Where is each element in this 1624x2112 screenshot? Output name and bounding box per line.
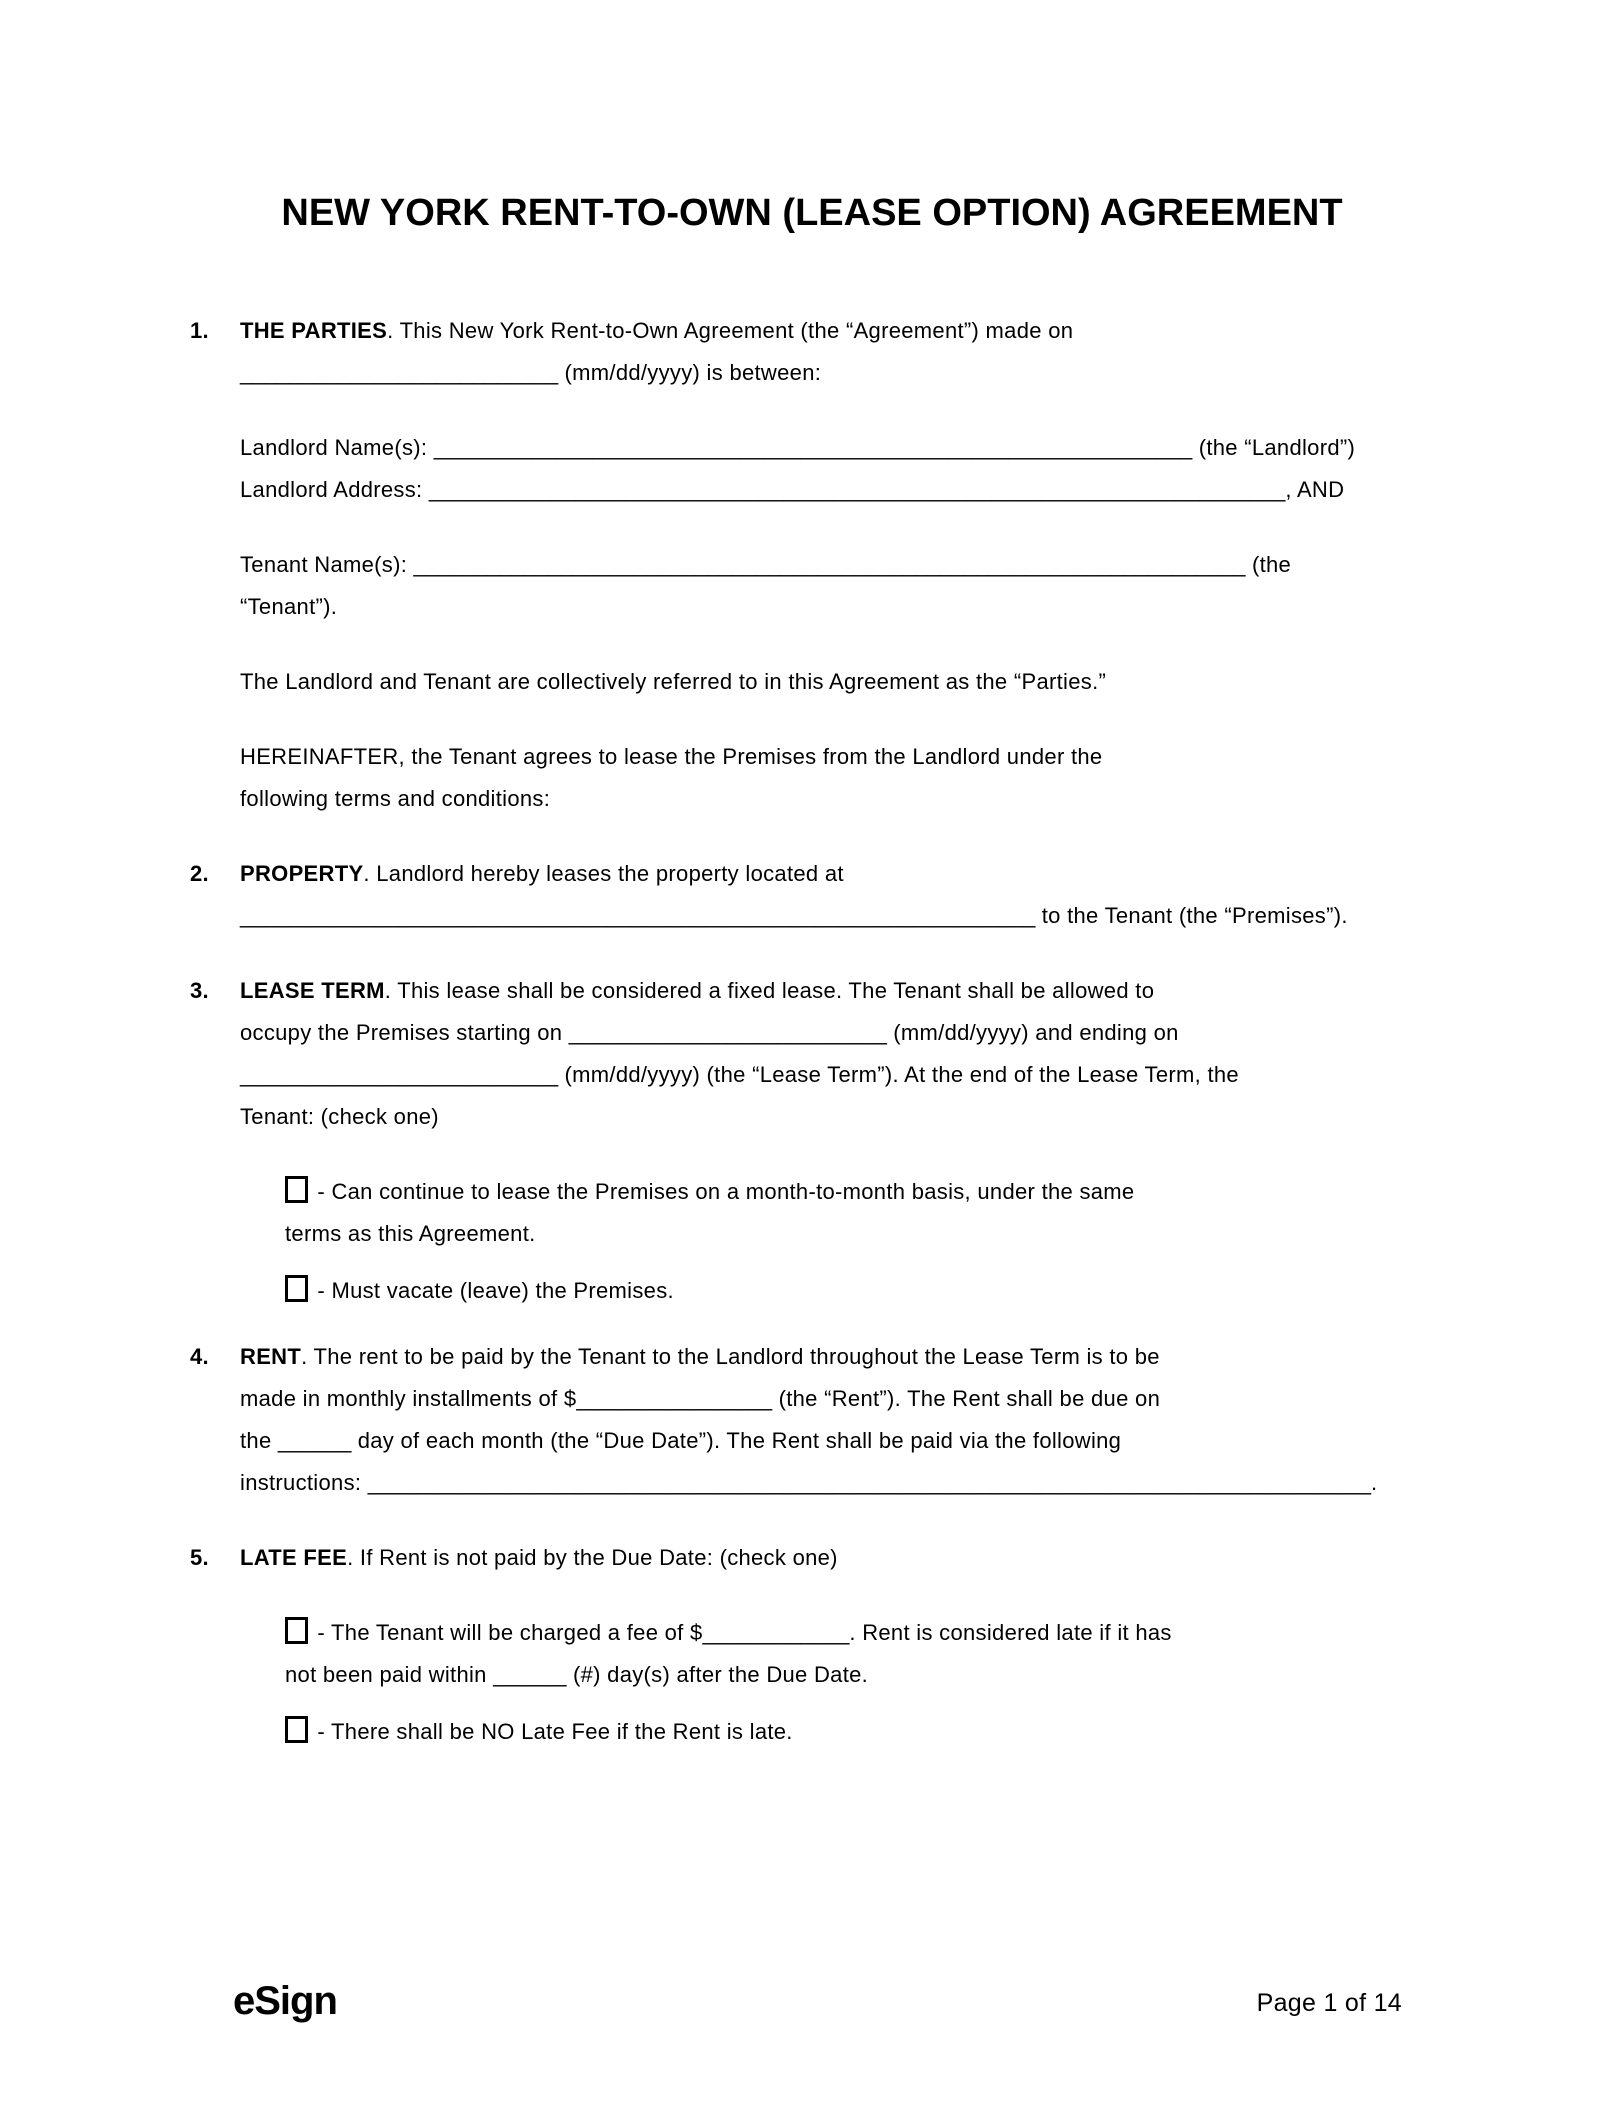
- text-run: . This New York Rent-to-Own Agreement (the “Agreement”) made on: [387, 318, 1074, 343]
- text-line: [240, 544, 1440, 586]
- text-run: (mm/dd/yyyy) (the “Lease Term”). At the end of the Lease Term, the: [558, 1062, 1239, 1087]
- bold-text: THE PARTIES: [240, 318, 388, 343]
- section-number: 1.: [190, 318, 209, 343]
- text-run: (the “Rent”). The Rent shall be due on: [772, 1386, 1161, 1411]
- text-run: (mm/dd/yyyy) is between:: [558, 360, 822, 385]
- section-text: [240, 970, 1440, 1138]
- text-run: (mm/dd/yyyy) and ending on: [886, 1020, 1179, 1045]
- parties-paragraph: [240, 661, 1440, 703]
- text-run: Landlord Address:: [240, 477, 429, 502]
- text-line: [240, 1096, 1440, 1138]
- text-line: [240, 586, 1440, 628]
- text-line: [240, 895, 1440, 937]
- late-fee-grace-days-field[interactable]: ______: [493, 1662, 567, 1687]
- text-line: [285, 1654, 1440, 1696]
- section-2-property: [190, 853, 1440, 937]
- text-line: [240, 310, 1440, 352]
- text-line: [240, 1012, 1440, 1054]
- text-run: occupy the Premises starting on: [240, 1020, 569, 1045]
- text-run: . If Rent is not paid by the Due Date: (check one): [347, 1545, 838, 1570]
- lease-start-date-field[interactable]: __________________________: [568, 1020, 887, 1045]
- page-title: NEW YORK RENT-TO-OWN (LEASE OPTION) AGREEMENT: [281, 192, 1343, 234]
- text-line: [240, 778, 1440, 820]
- text-run: instructions:: [240, 1470, 368, 1495]
- section-number: 3.: [190, 978, 209, 1003]
- section-text: [240, 310, 1440, 394]
- text-run: made in monthly installments of $: [240, 1386, 577, 1411]
- text-run: HEREINAFTER, the Tenant agrees to lease the Premises from the Landlord under the: [240, 744, 1103, 769]
- text-line: [285, 1711, 1440, 1753]
- section-text: [240, 1537, 1440, 1579]
- bold-text: RENT: [240, 1344, 302, 1369]
- text-line: [240, 352, 1440, 394]
- option-no-late-fee: [285, 1711, 1440, 1753]
- text-line: [285, 1213, 1440, 1255]
- property-address-field[interactable]: _________________________________________________________________: [240, 903, 1036, 928]
- landlord-block: [240, 427, 1440, 511]
- text-line: [285, 1270, 1440, 1312]
- section-1-the-parties: [190, 310, 1440, 394]
- section-3-lease-term: [190, 970, 1440, 1138]
- text-run: “Tenant”).: [240, 594, 338, 619]
- landlord-name-field[interactable]: ______________________________________________________________: [433, 435, 1193, 460]
- text-line: [285, 1171, 1440, 1213]
- bold-text: PROPERTY: [240, 861, 364, 886]
- text-line: [285, 1612, 1440, 1654]
- bold-text: LATE FEE: [240, 1545, 348, 1570]
- text-line: [240, 736, 1440, 778]
- checkbox-late-fee-charged[interactable]: [285, 1617, 308, 1644]
- esign-logo: eSign: [233, 1979, 337, 2023]
- bold-text: LEASE TERM: [240, 978, 385, 1003]
- text-line: [240, 1462, 1440, 1504]
- text-run: . Landlord hereby leases the property located at: [363, 861, 844, 886]
- text-run: .: [1371, 1470, 1378, 1495]
- section-4-rent: [190, 1336, 1440, 1504]
- agreement-date-field[interactable]: __________________________: [240, 360, 559, 385]
- option-must-vacate: [285, 1270, 1440, 1312]
- text-run: (the: [1245, 552, 1292, 577]
- landlord-address-field[interactable]: ______________________________________________________________________: [428, 477, 1286, 502]
- rent-amount-field[interactable]: ________________: [576, 1386, 773, 1411]
- section-number: 5.: [190, 1545, 209, 1570]
- text-run: The Landlord and Tenant are collectively referred to in this Agreement as the “Parties.”: [240, 669, 1107, 694]
- text-line: [240, 1054, 1440, 1096]
- page-number-label: Page 1 of 14: [1256, 1989, 1402, 2017]
- text-line: [240, 853, 1440, 895]
- checkbox-continue-month-to-month[interactable]: [285, 1176, 308, 1203]
- hereinafter-paragraph: [240, 736, 1440, 820]
- text-run: day of each month (the “Due Date”). The Rent shall be paid via the following: [351, 1428, 1122, 1453]
- document-body: [190, 310, 1440, 1753]
- text-line: [240, 661, 1440, 703]
- text-run: . The rent to be paid by the Tenant to the Landlord throughout the Lease Term is to be: [301, 1344, 1160, 1369]
- text-run: - Must vacate (leave) the Premises.: [311, 1278, 674, 1303]
- rent-due-day-field[interactable]: ______: [277, 1428, 352, 1453]
- text-run: Landlord Name(s):: [240, 435, 434, 460]
- late-fee-amount-field[interactable]: ____________: [702, 1620, 850, 1645]
- option-late-fee-charged: [285, 1612, 1440, 1696]
- text-run: (the “Landlord”): [1192, 435, 1356, 460]
- text-line: [240, 1378, 1440, 1420]
- text-run: terms as this Agreement.: [285, 1221, 536, 1246]
- text-run: Tenant: (check one): [240, 1104, 439, 1129]
- text-line: [240, 1537, 1440, 1579]
- checkbox-must-vacate[interactable]: [285, 1275, 308, 1302]
- text-line: [240, 469, 1440, 511]
- lease-end-date-field[interactable]: __________________________: [240, 1062, 559, 1087]
- text-run: not been paid within: [285, 1662, 494, 1687]
- text-run: , AND: [1285, 477, 1345, 502]
- tenant-block: [240, 544, 1440, 628]
- section-text: [240, 853, 1440, 937]
- text-run: (#) day(s) after the Due Date.: [566, 1662, 869, 1687]
- section-5-late-fee: [190, 1537, 1440, 1579]
- text-run: Tenant Name(s):: [240, 552, 414, 577]
- text-line: [240, 970, 1440, 1012]
- section-number: 4.: [190, 1344, 209, 1369]
- tenant-name-field[interactable]: ____________________________________________________________________: [413, 552, 1246, 577]
- section-number: 2.: [190, 861, 209, 886]
- text-line: [240, 1336, 1440, 1378]
- option-continue-month-to-month: [285, 1171, 1440, 1255]
- text-run: - Can continue to lease the Premises on a month-to-month basis, under the same: [311, 1179, 1135, 1204]
- text-run: following terms and conditions:: [240, 786, 551, 811]
- text-run: the: [240, 1428, 278, 1453]
- text-run: . This lease shall be considered a fixed lease. The Tenant shall be allowed to: [384, 978, 1155, 1003]
- text-run: . Rent is considered late if it has: [849, 1620, 1172, 1645]
- section-text: [240, 1336, 1440, 1504]
- text-run: to the Tenant (the “Premises”).: [1035, 903, 1348, 928]
- text-run: - The Tenant will be charged a fee of $: [311, 1620, 703, 1645]
- payment-instructions-field[interactable]: __________________________________________________________________________________: [367, 1470, 1372, 1495]
- text-line: [240, 1420, 1440, 1462]
- text-run: - There shall be NO Late Fee if the Rent is late.: [311, 1719, 793, 1744]
- text-line: [240, 427, 1440, 469]
- checkbox-no-late-fee[interactable]: [285, 1716, 308, 1743]
